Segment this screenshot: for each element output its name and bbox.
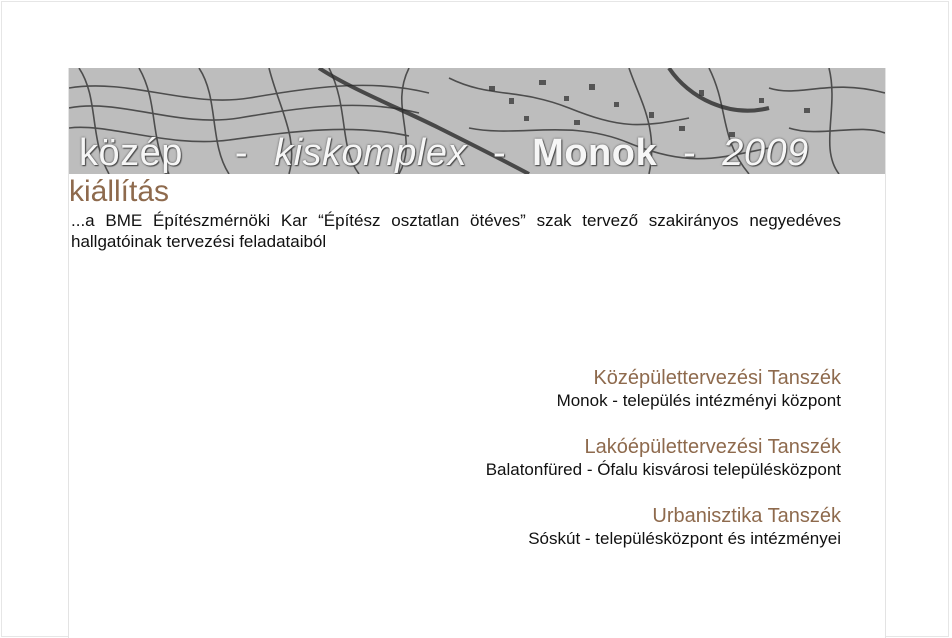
title-dash: - — [493, 132, 507, 174]
subtitle: kiállítás — [69, 175, 170, 208]
map-banner — [69, 68, 885, 174]
department-block — [557, 366, 841, 412]
poster — [68, 68, 886, 638]
department-project: Monok - település intézményi központ — [556, 391, 841, 410]
title-dash: - — [234, 132, 249, 174]
title-part-kiskomplex: kiskomplex — [274, 132, 468, 174]
department-name: Urbanisztika Tanszék — [652, 505, 841, 527]
department-project: Sóskút - településközpont és intézményei — [528, 529, 841, 548]
intro-text: ...a BME Építészmérnöki Kar “Építész osztatlan ötéves” szak tervező szakirányos negyedéves hallgatóinak tervezési feladataiból — [71, 211, 841, 251]
title-part-kozep: közép — [79, 132, 183, 174]
department-project: Balatonfüred - Ófalu kisvárosi településközpont — [485, 460, 841, 479]
department-name: Lakóépülettervezési Tanszék — [584, 436, 841, 458]
title-part-monok: Monok — [532, 132, 658, 174]
department-name: Középülettervezési Tanszék — [593, 367, 841, 389]
banner-title — [79, 130, 879, 174]
department-block — [486, 435, 841, 481]
title-dash: - — [683, 132, 697, 174]
title-part-year: 2009 — [722, 132, 809, 174]
department-block — [528, 504, 841, 550]
